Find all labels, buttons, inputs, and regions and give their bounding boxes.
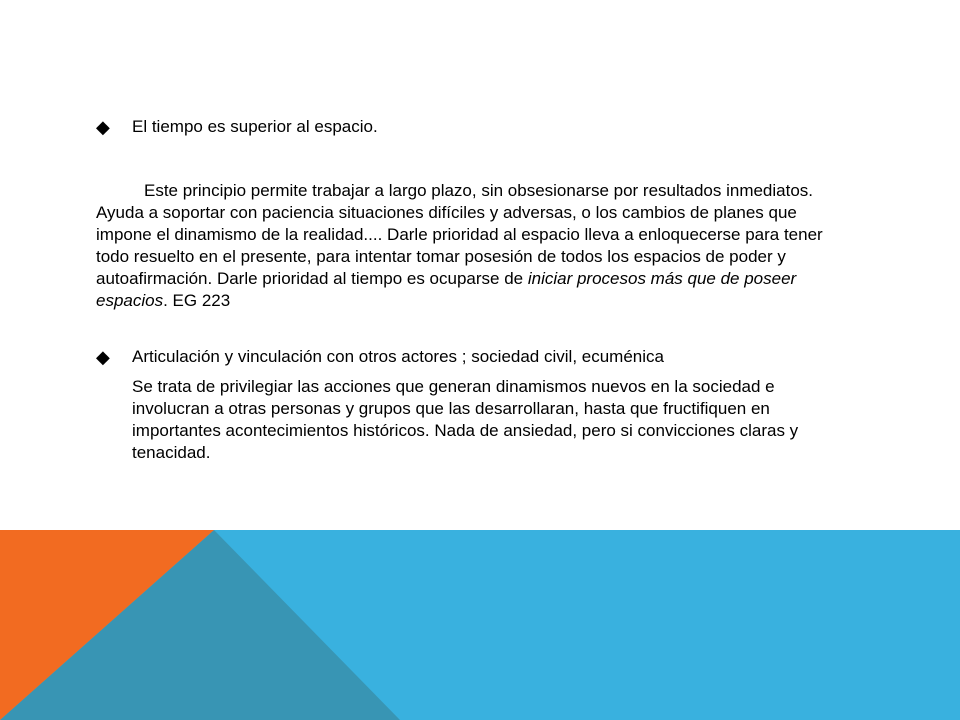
paragraph-reference: . EG 223 bbox=[163, 291, 231, 310]
diamond-bullet-icon: ◆ bbox=[96, 347, 110, 367]
slide-content bbox=[96, 116, 856, 464]
paragraph-tiempo bbox=[96, 180, 856, 312]
bullet-item-tiempo bbox=[96, 116, 856, 138]
paragraph-articulacion: Se trata de privilegiar las acciones que generan dinamismos nuevos en la sociedad e involucran a otras personas y grupos que las desarrollaran, hasta que fructifiquen en importantes acontecimientos históricos. Nada de ansiedad, pero si convicciones claras y tenacidad. bbox=[132, 377, 799, 462]
diamond-bullet-icon: ◆ bbox=[96, 117, 110, 137]
bullet-title: El tiempo es superior al espacio. bbox=[132, 117, 378, 136]
paragraph-text: Este principio permite trabajar a largo plazo, sin obsesionarse por resultados inmediatos. Ayuda a soportar con paciencia situaciones difíciles y adversas, o los cambios de planes que impone el dinamismo de la realidad.... Darle prioridad al espacio lleva a enloquecerse para tener todo resuelto en el presente, para intentar tomar posesión de todos los espacios de poder y autoafirmación. Darle prioridad al tiempo es ocuparse de bbox=[96, 181, 823, 288]
decorative-footer-shapes bbox=[0, 530, 960, 720]
bullet-item-articulacion bbox=[96, 346, 856, 368]
paragraph-emphasis: iniciar procesos más que de poseer espacios bbox=[96, 269, 797, 310]
bullet-title: Articulación y vinculación con otros actores ; sociedad civil, ecuménica bbox=[132, 347, 664, 366]
